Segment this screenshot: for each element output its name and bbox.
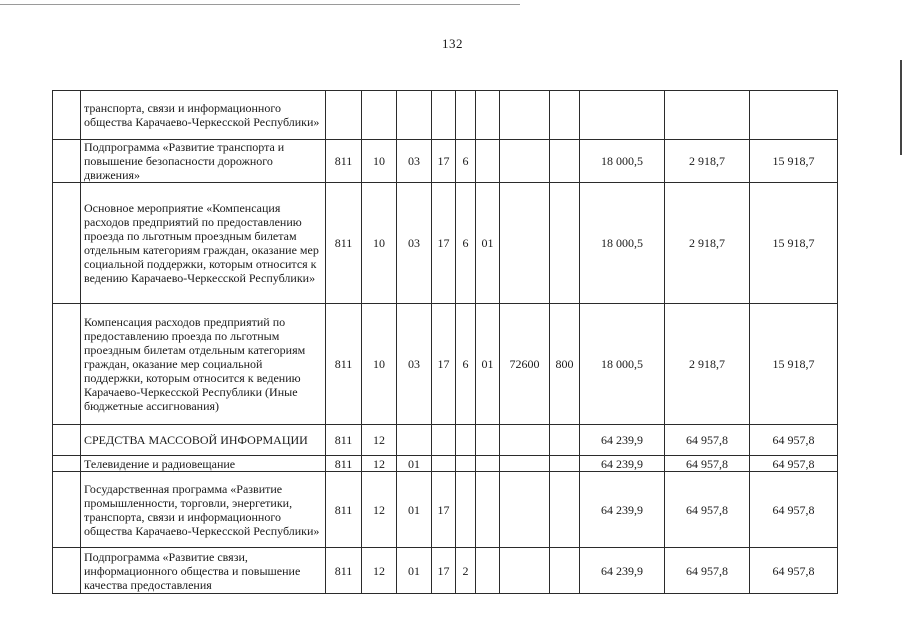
row-sum-3: 15 918,7 [750, 183, 838, 304]
row-p3 [476, 140, 500, 183]
table-row [53, 425, 838, 456]
row-ved: 811 [326, 548, 362, 594]
row-vr [550, 425, 580, 456]
row-sum-3: 64 957,8 [750, 456, 838, 472]
row-p4 [500, 183, 550, 304]
row-rz: 10 [362, 304, 397, 425]
row-pr [397, 91, 432, 140]
row-rz: 12 [362, 456, 397, 472]
row-name: Подпрограмма «Развитие транспорта и повышение безопасности дорожного движения» [81, 140, 326, 183]
row-name: Государственная программа «Развитие промышленности, торговли, энергетики, транспорта, связи и информационного общества Карачаево-Черкесской Республики» [81, 472, 326, 548]
row-sum-2 [665, 91, 750, 140]
row-sum-1: 64 239,9 [580, 472, 665, 548]
row-vr [550, 548, 580, 594]
row-sum-3: 15 918,7 [750, 140, 838, 183]
row-p2 [456, 456, 476, 472]
row-ved: 811 [326, 183, 362, 304]
row-ved: 811 [326, 472, 362, 548]
row-sum-3 [750, 91, 838, 140]
row-sum-1: 18 000,5 [580, 304, 665, 425]
row-sum-3: 15 918,7 [750, 304, 838, 425]
table-cell-blank [53, 472, 81, 548]
table-row [53, 91, 838, 140]
row-pr: 03 [397, 183, 432, 304]
row-name: СРЕДСТВА МАССОВОЙ ИНФОРМАЦИИ [81, 425, 326, 456]
row-sum-1 [580, 91, 665, 140]
row-sum-2: 2 918,7 [665, 183, 750, 304]
row-rz: 10 [362, 140, 397, 183]
row-p1: 17 [432, 548, 456, 594]
table-row [53, 472, 838, 548]
row-ved: 811 [326, 456, 362, 472]
row-sum-3: 64 957,8 [750, 425, 838, 456]
row-sum-1: 64 239,9 [580, 548, 665, 594]
row-p2: 6 [456, 304, 476, 425]
row-p4 [500, 472, 550, 548]
table-cell-blank [53, 456, 81, 472]
row-vr: 800 [550, 304, 580, 425]
row-p1: 17 [432, 140, 456, 183]
table-cell-blank [53, 548, 81, 594]
row-name: Телевидение и радиовещание [81, 456, 326, 472]
row-sum-2: 64 957,8 [665, 456, 750, 472]
row-vr [550, 140, 580, 183]
row-sum-1: 64 239,9 [580, 425, 665, 456]
row-p3 [476, 548, 500, 594]
row-sum-2: 2 918,7 [665, 140, 750, 183]
table-row [53, 140, 838, 183]
row-p1: 17 [432, 183, 456, 304]
row-sum-3: 64 957,8 [750, 472, 838, 548]
row-vr [550, 91, 580, 140]
row-ved: 811 [326, 425, 362, 456]
row-p4 [500, 140, 550, 183]
row-pr: 01 [397, 456, 432, 472]
row-p1: 17 [432, 304, 456, 425]
row-p3 [476, 91, 500, 140]
row-rz: 10 [362, 183, 397, 304]
table-cell-blank [53, 140, 81, 183]
row-p2 [456, 472, 476, 548]
margin-scan-mark [900, 60, 902, 155]
row-sum-2: 64 957,8 [665, 425, 750, 456]
row-ved [326, 91, 362, 140]
row-name: Основное мероприятие «Компенсация расходов предприятий по предоставлению проезда по льготным проездным билетам отдельным категориям граждан, оказание мер социальной поддержки, которым относится к ведению Карачаево-Черкесской Республики» [81, 183, 326, 304]
table-cell-blank [53, 304, 81, 425]
row-p4 [500, 548, 550, 594]
row-ved: 811 [326, 140, 362, 183]
budget-table [52, 90, 838, 594]
row-p3 [476, 472, 500, 548]
row-pr: 03 [397, 140, 432, 183]
row-vr [550, 472, 580, 548]
table-cell-blank [53, 425, 81, 456]
row-name: транспорта, связи и информационного общества Карачаево-Черкесской Республики» [81, 91, 326, 140]
table-cell-blank [53, 91, 81, 140]
row-p1 [432, 456, 456, 472]
row-p1: 17 [432, 472, 456, 548]
row-p2 [456, 91, 476, 140]
page-number: 132 [442, 36, 463, 51]
table-row [53, 456, 838, 472]
row-name: Компенсация расходов предприятий по предоставлению проезда по льготным проездным билетам отдельным категориям граждан, оказание мер социальной поддержки, которым относится к ведению Карачаево-Черкесской Республики (Иные бюджетные ассигнования) [81, 304, 326, 425]
table-cell-blank [53, 183, 81, 304]
row-p2: 6 [456, 140, 476, 183]
row-name: Подпрограмма «Развитие связи, информационного общества и повышение качества предоставления [81, 548, 326, 594]
row-p4 [500, 91, 550, 140]
row-pr: 03 [397, 304, 432, 425]
row-sum-1: 18 000,5 [580, 183, 665, 304]
table-row [53, 304, 838, 425]
row-p3 [476, 425, 500, 456]
top-scan-rule [0, 4, 520, 5]
row-p1 [432, 91, 456, 140]
row-rz [362, 91, 397, 140]
row-rz: 12 [362, 548, 397, 594]
row-p3 [476, 456, 500, 472]
row-vr [550, 183, 580, 304]
row-p4 [500, 456, 550, 472]
row-rz: 12 [362, 425, 397, 456]
row-pr: 01 [397, 548, 432, 594]
row-vr [550, 456, 580, 472]
table-row [53, 548, 838, 594]
row-p4 [500, 425, 550, 456]
row-p1 [432, 425, 456, 456]
row-p2: 2 [456, 548, 476, 594]
row-pr: 01 [397, 472, 432, 548]
row-rz: 12 [362, 472, 397, 548]
row-sum-3: 64 957,8 [750, 548, 838, 594]
row-p4: 72600 [500, 304, 550, 425]
row-sum-2: 64 957,8 [665, 548, 750, 594]
row-p2 [456, 425, 476, 456]
row-sum-2: 2 918,7 [665, 304, 750, 425]
row-sum-1: 18 000,5 [580, 140, 665, 183]
row-ved: 811 [326, 304, 362, 425]
row-sum-1: 64 239,9 [580, 456, 665, 472]
table-row [53, 183, 838, 304]
row-p2: 6 [456, 183, 476, 304]
row-sum-2: 64 957,8 [665, 472, 750, 548]
row-p3: 01 [476, 183, 500, 304]
row-p3: 01 [476, 304, 500, 425]
row-pr [397, 425, 432, 456]
